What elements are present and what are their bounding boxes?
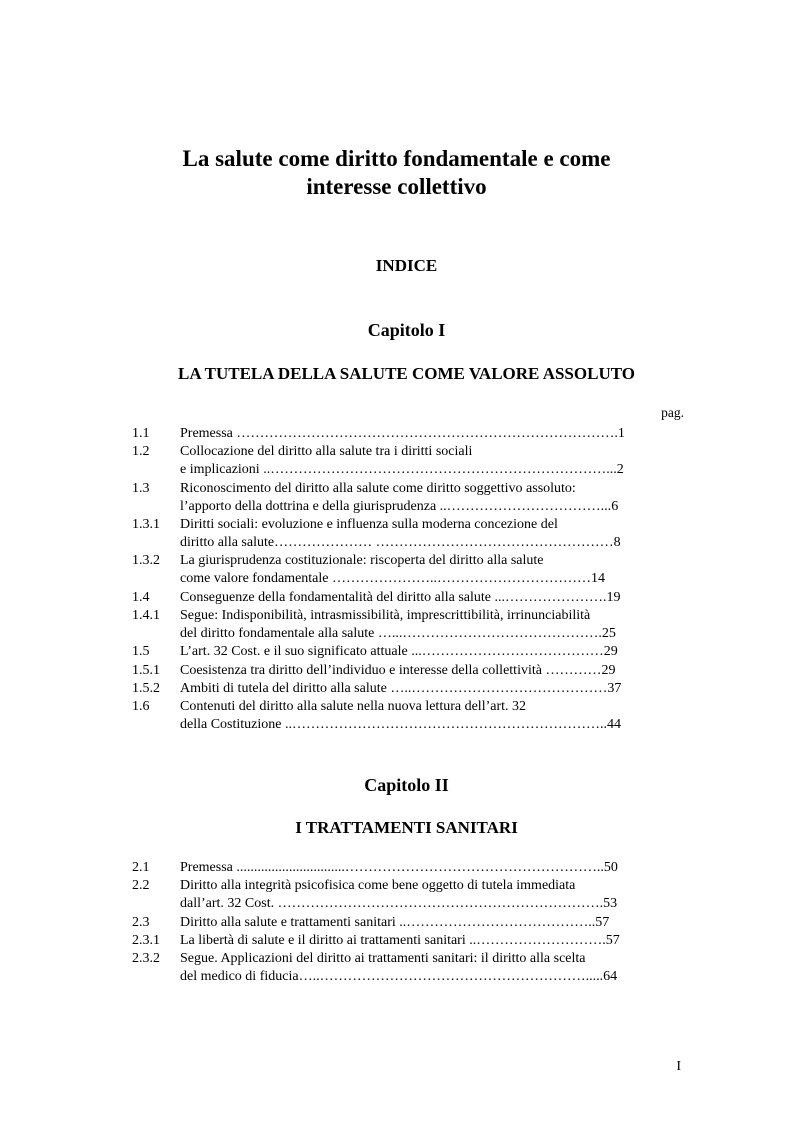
toc-entry-text: Premessa ………………………………………………………………………. bbox=[180, 426, 618, 441]
document-title bbox=[0, 145, 793, 201]
toc-entry-text: La giurisprudenza costituzionale: riscoperta del diritto alla salute bbox=[180, 553, 544, 569]
toc-entry-page: 57 bbox=[595, 914, 610, 930]
toc-entry-line bbox=[180, 877, 684, 895]
toc-entry-line bbox=[180, 461, 684, 479]
toc-entry-line bbox=[180, 680, 684, 698]
toc-entry-line bbox=[180, 625, 684, 643]
toc-entry-line bbox=[180, 914, 684, 932]
toc-entry-text: come valore fondamentale …………………..…………………………… bbox=[180, 571, 591, 587]
toc-entry-page: 29 bbox=[603, 644, 618, 660]
toc-entry-text: della Costituzione ..………………………………………………………….. bbox=[180, 717, 607, 732]
toc-entry-line bbox=[180, 443, 684, 461]
toc-entry-number: 2.3 bbox=[132, 914, 150, 930]
toc-entry-text: Segue. Applicazioni del diritto ai trattamenti sanitari: il diritto alla scelta bbox=[180, 951, 586, 966]
toc-entry bbox=[132, 698, 684, 734]
toc-entry-number: 2.1 bbox=[132, 860, 150, 875]
toc-entry-text: Ambiti di tutela del diritto alla salute …..…………………………………… bbox=[180, 680, 608, 696]
toc-entry-line bbox=[180, 895, 684, 913]
toc-entry-number: 1.3 bbox=[132, 480, 150, 496]
toc-entry-text: Premessa ...............................……………………………………………….. bbox=[180, 860, 604, 875]
toc-entry-text: Contenuti del diritto alla salute nella nuova lettura dell’art. 32 bbox=[180, 699, 527, 714]
chapter-2-title: I TRATTAMENTI SANITARI bbox=[295, 818, 518, 837]
toc-entry bbox=[132, 643, 684, 661]
toc-entry bbox=[132, 914, 684, 932]
toc-entry bbox=[132, 552, 684, 588]
toc-entry-text: Collocazione del diritto alla salute tra i diritti sociali bbox=[180, 444, 473, 460]
toc-entry-page: 19 bbox=[606, 589, 621, 605]
toc-entry-text: e implicazioni ..………………………………………………………………... bbox=[180, 462, 617, 478]
toc-entry-number: 1.6 bbox=[132, 699, 150, 714]
toc-entry-text: Segue: Indisponibilità, intrasmissibilità, imprescrittibilità, irrinunciabilità bbox=[180, 608, 591, 623]
toc-entry-number: 1.5.2 bbox=[132, 680, 160, 696]
index-heading: INDICE bbox=[375, 256, 438, 275]
toc-entry-page: 25 bbox=[601, 626, 616, 641]
toc-entry-page: 50 bbox=[603, 860, 618, 875]
toc-entry-number: 1.1 bbox=[132, 426, 150, 441]
toc-entry-line bbox=[180, 607, 684, 625]
toc-entry-page: 14 bbox=[590, 571, 605, 587]
toc-entry bbox=[132, 480, 684, 516]
chapter-1-label: Capitolo I bbox=[367, 320, 446, 340]
toc-entry-number: 1.5.1 bbox=[132, 662, 160, 678]
toc-entry-line bbox=[180, 932, 684, 950]
toc-entry bbox=[132, 859, 684, 877]
toc-entry-page: 64 bbox=[603, 969, 618, 984]
toc-entry-line bbox=[180, 480, 684, 498]
toc-entry-line bbox=[180, 516, 684, 534]
toc-entry-page: 53 bbox=[603, 896, 618, 912]
toc-entry bbox=[132, 950, 684, 986]
toc-entry-number: 1.5 bbox=[132, 644, 150, 660]
toc-entry bbox=[132, 662, 684, 680]
toc-entry-line bbox=[180, 859, 684, 877]
toc-entry bbox=[132, 443, 684, 479]
toc-entry-line bbox=[180, 698, 684, 716]
toc-entry-line bbox=[180, 425, 684, 443]
chapter-1-title: LA TUTELA DELLA SALUTE COME VALORE ASSOLUTO bbox=[178, 364, 635, 383]
toc-entry-number: 1.4 bbox=[132, 589, 150, 605]
toc-entry-line bbox=[180, 968, 684, 986]
toc-entry-page: 57 bbox=[605, 932, 620, 948]
toc-entry-page: 6 bbox=[611, 498, 619, 514]
toc-entry-text: del medico di fiducia…..…………………………………………………..... bbox=[180, 969, 604, 984]
toc-entry-text: Diritto alla integrità psicofisica come bene oggetto di tutela immediata bbox=[180, 878, 576, 894]
toc-entry-number: 1.2 bbox=[132, 444, 150, 460]
toc-entry-text: Diritto alla salute e trattamenti sanitari ..………………………………….. bbox=[180, 914, 596, 930]
toc-entry-page: 44 bbox=[606, 717, 621, 732]
toc-entry-text: Conseguenze della fondamentalità del diritto alla salute ...…………………. bbox=[180, 589, 607, 605]
toc-entry-text: dall’art. 32 Cost. ……………………………………………………………. bbox=[180, 896, 604, 912]
toc-entry-text: l’apporto della dottrina e della giurisprudenza ..……………………………... bbox=[180, 498, 612, 514]
toc-entry-text: Riconoscimento del diritto alla salute come diritto soggettivo assoluto: bbox=[180, 480, 576, 496]
toc-entry-line bbox=[180, 643, 684, 661]
toc-entry-line bbox=[180, 552, 684, 570]
toc-entry bbox=[132, 516, 684, 552]
toc-entry-page: 29 bbox=[601, 662, 616, 678]
toc-entry bbox=[132, 589, 684, 607]
toc-entry-number: 2.3.1 bbox=[132, 932, 160, 948]
toc-entry-page: 2 bbox=[616, 462, 624, 478]
toc-entry-number: 1.3.2 bbox=[132, 553, 160, 569]
title-line-1: La salute come diritto fondamentale e come bbox=[182, 146, 611, 171]
toc-entry-line bbox=[180, 950, 684, 968]
title-line-2: interesse collettivo bbox=[306, 174, 487, 199]
toc-entry-text: del diritto fondamentale alla salute …...……………………………………. bbox=[180, 626, 602, 641]
toc-entry-line bbox=[180, 589, 684, 607]
toc-entry-number: 1.3.1 bbox=[132, 517, 160, 532]
toc-entry-page: 1 bbox=[617, 426, 625, 441]
toc-entry-text: L’art. 32 Cost. e il suo significato attuale ...………………………………… bbox=[180, 644, 604, 660]
toc-entry bbox=[132, 877, 684, 913]
toc-entry-number: 2.3.2 bbox=[132, 951, 160, 966]
toc-entry-number: 2.2 bbox=[132, 878, 150, 894]
toc-entry bbox=[132, 425, 684, 443]
page-number: I bbox=[676, 1059, 681, 1074]
toc-entry-line bbox=[180, 662, 684, 680]
toc-entry bbox=[132, 607, 684, 643]
toc-entry bbox=[132, 932, 684, 950]
page-column-label: pag. bbox=[661, 405, 684, 420]
toc-entry-number: 1.4.1 bbox=[132, 608, 160, 623]
toc-entry bbox=[132, 680, 684, 698]
toc-entry-text: Diritti sociali: evoluzione e influenza sulla moderna concezione del bbox=[180, 517, 558, 532]
toc-entry-page: 37 bbox=[607, 680, 622, 696]
toc-entry-page: 8 bbox=[613, 535, 621, 550]
toc-entry-text: diritto alla salute………………… …………………………………………… bbox=[180, 535, 614, 550]
toc-entry-line bbox=[180, 534, 684, 552]
toc-entry-line bbox=[180, 570, 684, 588]
chapter-2-label: Capitolo II bbox=[364, 775, 449, 795]
toc-entry-text: Coesistenza tra diritto dell’individuo e interesse della collettività ………… bbox=[180, 662, 602, 678]
toc-entry-line bbox=[180, 498, 684, 516]
toc-entry-text: La libertà di salute e il diritto ai trattamenti sanitari ..………………………. bbox=[180, 932, 606, 948]
toc-entry-line bbox=[180, 716, 684, 734]
